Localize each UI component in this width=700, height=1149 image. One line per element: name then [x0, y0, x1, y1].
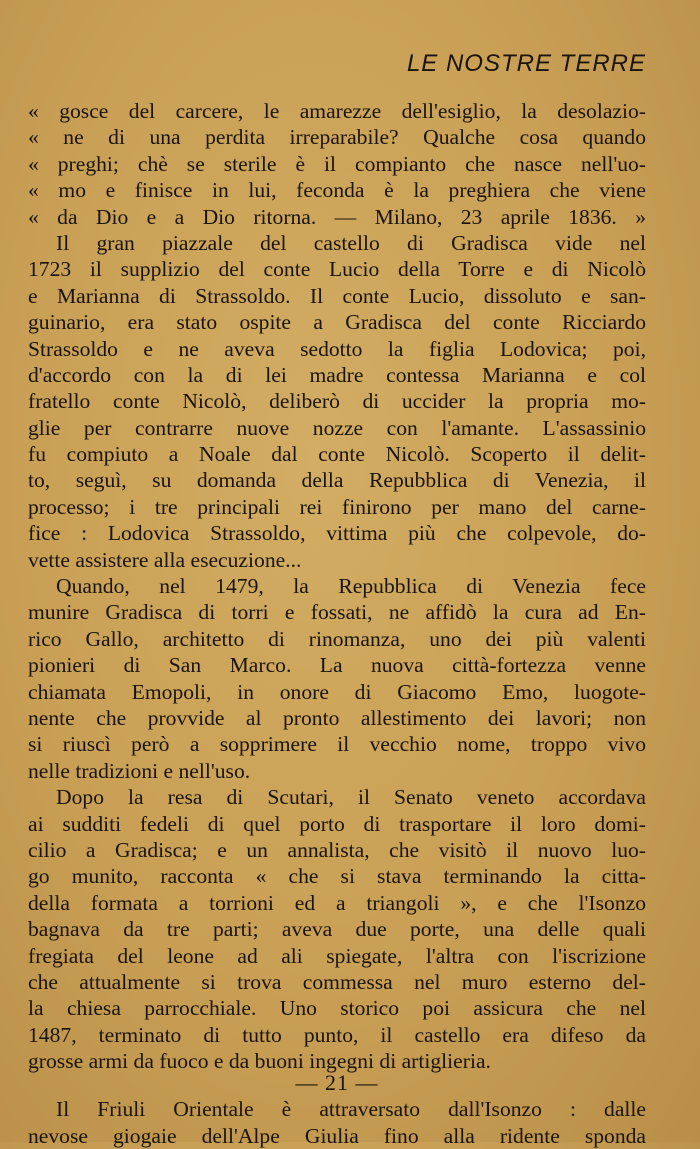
text-line: fratello conte Nicolò, deliberò di uccider la propria mo-	[28, 389, 646, 414]
text-line: e Marianna di Strassoldo. Il conte Lucio, dissoluto e san-	[28, 283, 646, 308]
body-text	[28, 98, 646, 1149]
text-line: to, seguì, su domanda della Repubblica di Venezia, il	[28, 468, 646, 493]
text-line: nevose giogaie dell'Alpe Giulia fino alla ridente sponda	[28, 1123, 646, 1148]
text-line: ai sudditi fedeli di quel porto di trasportare il loro domi-	[28, 811, 646, 836]
text-line: « mo e finisce in lui, feconda è la preghiera che viene	[28, 178, 646, 203]
text-line: « da Dio e a Dio ritorna. — Milano, 23 aprile 1836. »	[28, 204, 646, 229]
text-line: chiamata Emopoli, in onore di Giacomo Emo, luogote-	[28, 679, 646, 704]
text-line: la chiesa parrocchiale. Uno storico poi assicura che nel	[28, 996, 646, 1021]
paragraph	[28, 784, 646, 1074]
text-line: fice : Lodovica Strassoldo, vittima più che colpevole, do-	[28, 521, 646, 546]
text-line: glie per contrarre nuove nozze con l'amante. L'assassinio	[28, 415, 646, 440]
text-line: processo; i tre principali rei finirono per mano del carne-	[28, 494, 646, 519]
text-line: 1487, terminato di tutto punto, il castello era difeso da	[28, 1022, 646, 1047]
text-line: Quando, nel 1479, la Repubblica di Venezia fece	[56, 574, 646, 599]
text-line: rico Gallo, architetto di rinomanza, uno dei più valenti	[28, 626, 646, 651]
text-line: go munito, racconta « che si stava terminando la citta-	[28, 864, 646, 889]
text-line: della formata a torrioni ed a triangoli », e che l'Isonzo	[28, 890, 646, 915]
paragraph	[28, 573, 646, 784]
text-line: Il gran piazzale del castello di Gradisca vide nel	[56, 230, 646, 255]
text-line: nente che provvide al pronto allestimento dei lavori; non	[28, 705, 646, 730]
text-line: che attualmente si trova commessa nel muro esterno del-	[28, 969, 646, 994]
text-line: grosse armi da fuoco e da buoni ingegni di artiglieria.	[28, 1049, 491, 1074]
running-head: LE NOSTRE TERRE	[406, 50, 646, 77]
text-line: guinario, era stato ospite a Gradisca del conte Ricciardo	[28, 310, 646, 335]
paragraph	[28, 230, 646, 573]
text-line: pionieri di San Marco. La nuova città-fortezza venne	[28, 653, 646, 678]
paragraph	[28, 1096, 646, 1149]
text-line: nelle tradizioni e nell'uso.	[28, 758, 251, 783]
text-line: Dopo la resa di Scutari, il Senato veneto accordava	[56, 785, 646, 810]
text-line: « preghi; chè se sterile è il compianto che nasce nell'uo-	[28, 151, 646, 176]
text-line: fregiata del leone ad ali spiegate, l'altra con l'iscrizione	[28, 943, 646, 968]
text-line: fu compiuto a Noale dal conte Nicolò. Scoperto il delit-	[28, 442, 646, 467]
book-page	[28, 0, 646, 1148]
text-line: vette assistere alla esecuzione...	[28, 547, 302, 572]
text-line: Strassoldo e ne aveva sedotto la figlia Lodovica; poi,	[28, 336, 646, 361]
text-line: d'accordo con la di lei madre contessa Marianna e col	[28, 362, 646, 387]
text-line: « gosce del carcere, le amarezze dell'esiglio, la desolazio-	[28, 99, 646, 123]
text-line: cilio a Gradisca; e un annalista, che visitò il nuovo luo-	[28, 837, 646, 862]
text-line: « ne di una perdita irreparabile? Qualche cosa quando	[28, 125, 646, 150]
text-line: si riuscì però a sopprimere il vecchio nome, troppo vivo	[28, 732, 646, 757]
text-line: bagnava da tre parti; aveva due porte, una delle quali	[28, 917, 646, 942]
text-line: 1723 il supplizio del conte Lucio della Torre e di Nicolò	[28, 257, 646, 282]
text-line: Il Friuli Orientale è attraversato dall'Isonzo : dalle	[56, 1097, 646, 1122]
text-line: munire Gradisca di torri e fossati, ne affidò la cura ad En-	[28, 600, 646, 625]
page-number: — 21 —	[295, 1070, 379, 1095]
paragraph	[28, 98, 646, 230]
